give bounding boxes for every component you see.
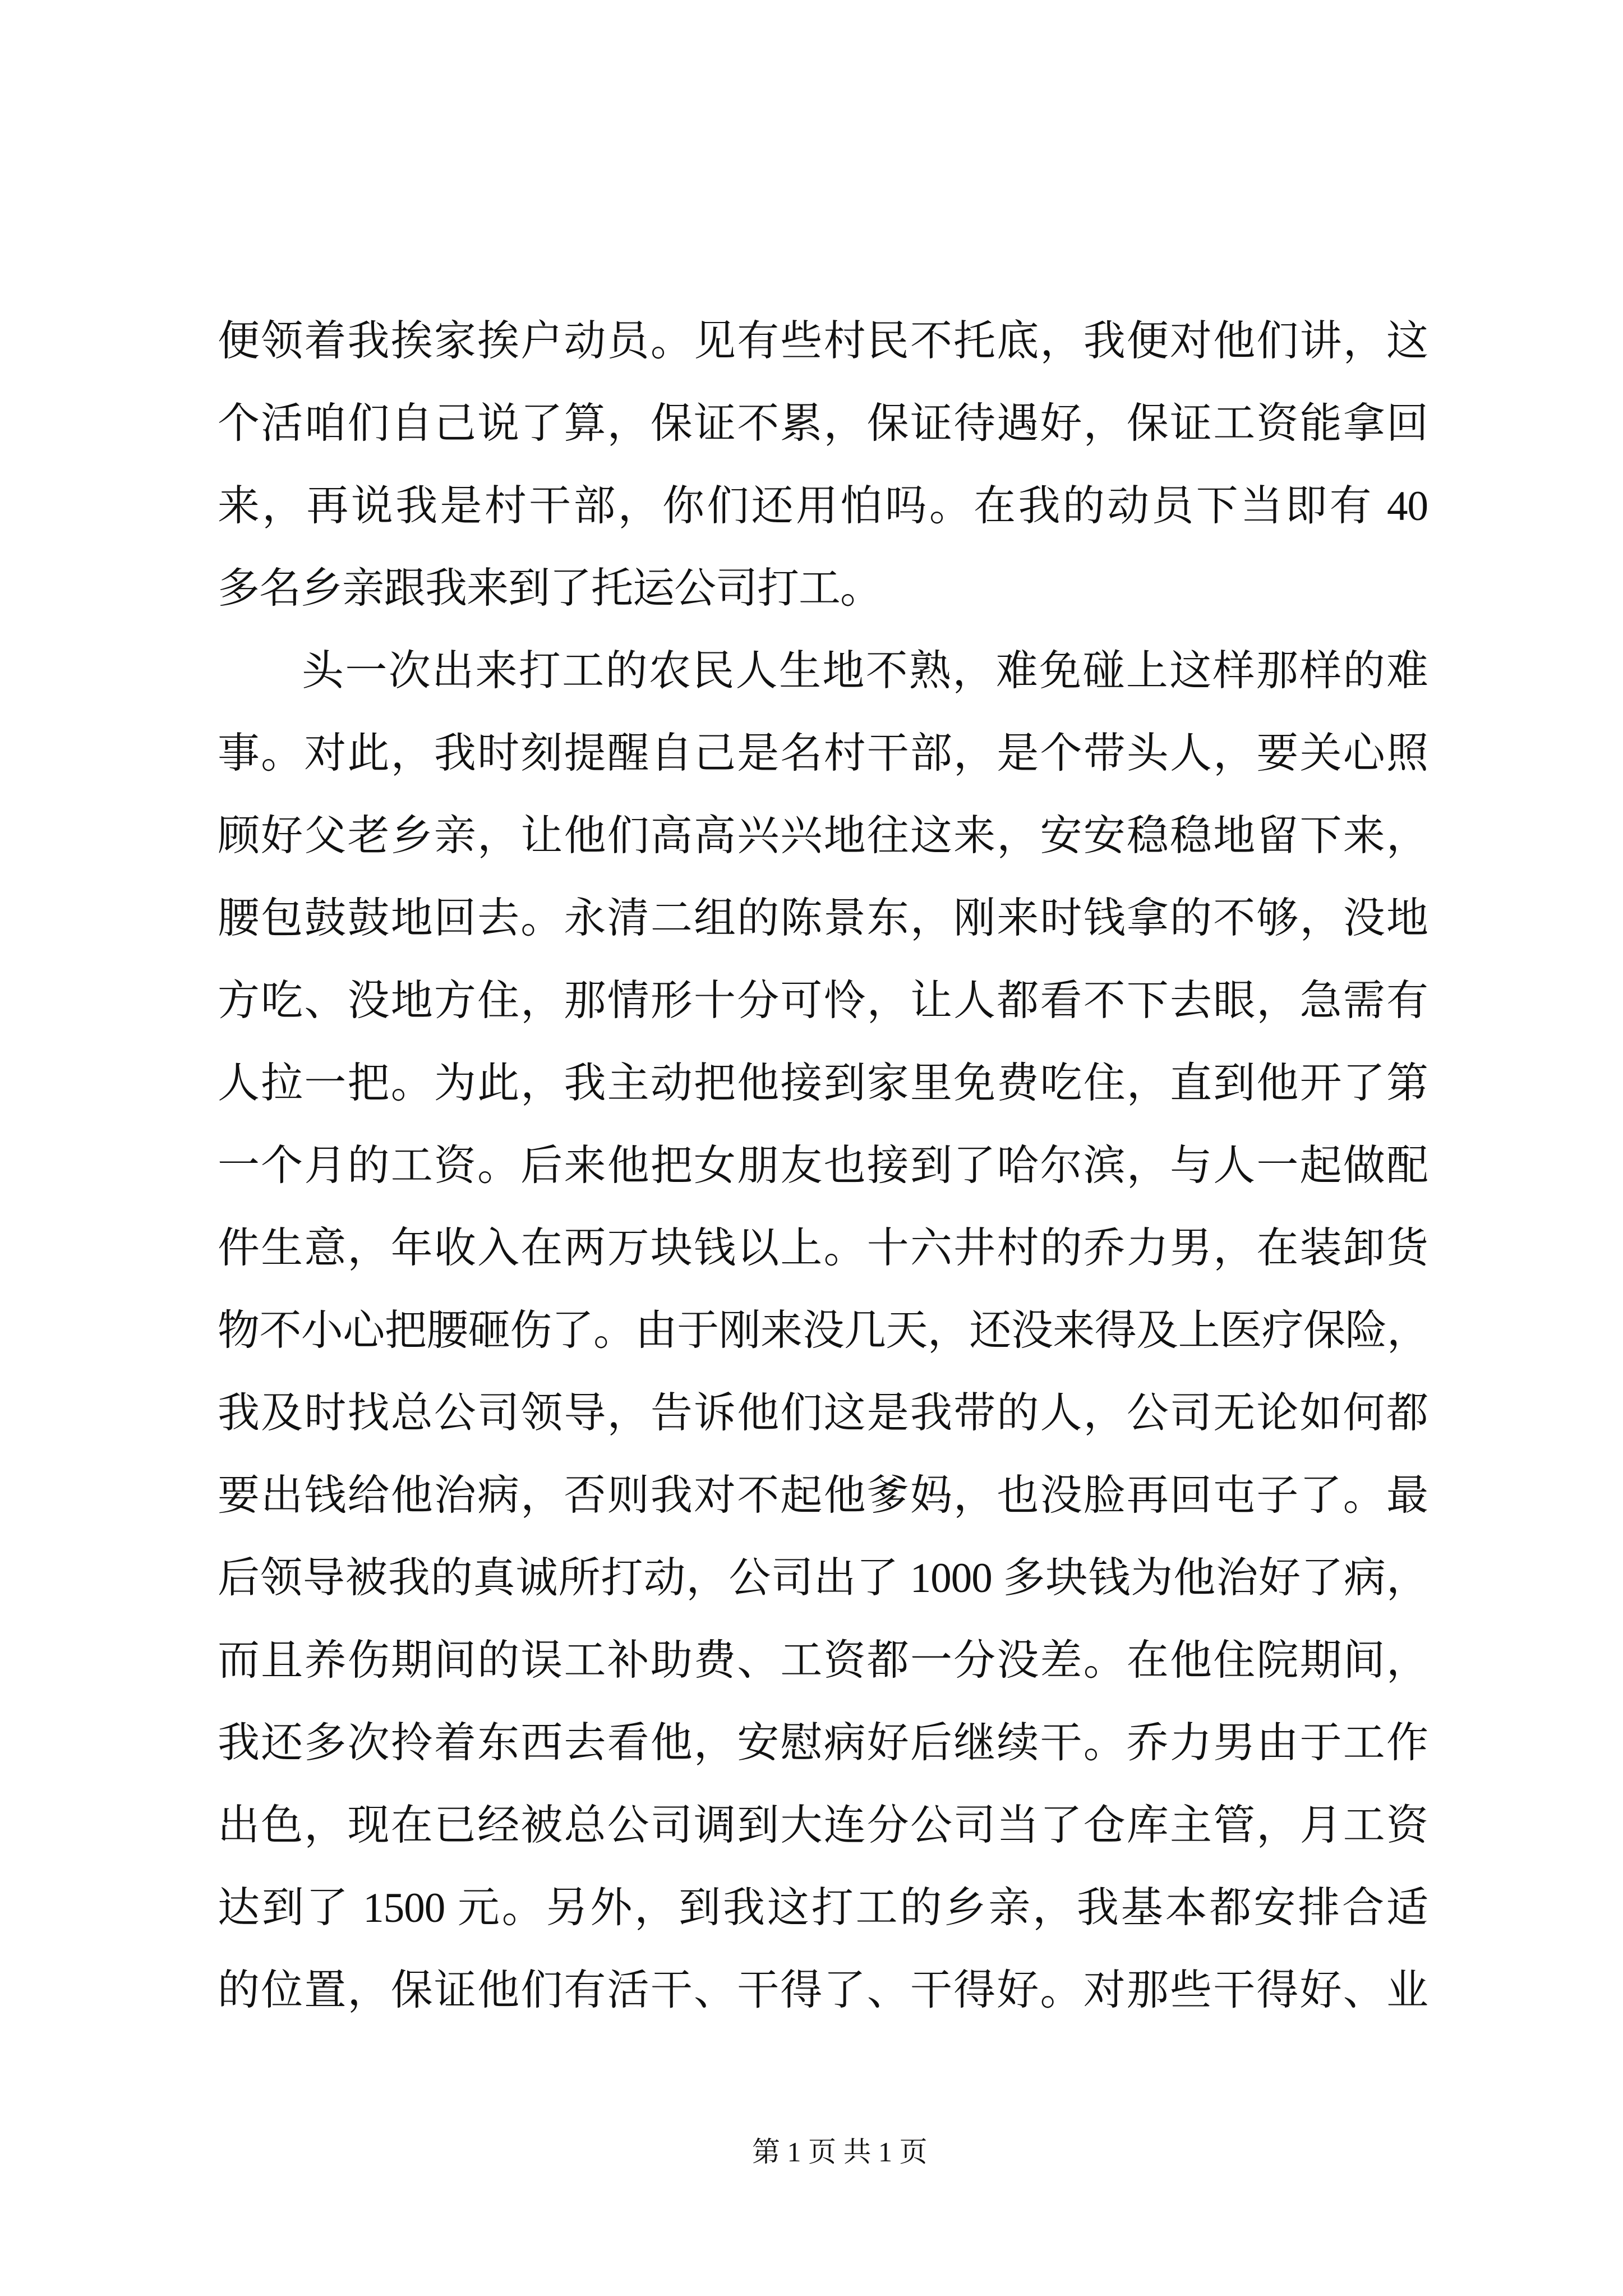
text-line: 来，再说我是村干部，你们还用怕吗。在我的动员下当即有 40 [218, 483, 1428, 530]
text-line: 我还多次拎着东西去看他，安慰病好后继续干。乔力男由于工作 [218, 1720, 1428, 1766]
text-line: 方吃、没地方住，那情形十分可怜，让人都看不下去眼，急需有 [218, 978, 1428, 1024]
text-line: 达到了 1500 元。另外，到我这打工的乡亲，我基本都安排合适 [218, 1885, 1428, 1931]
text-line: 人拉一把。为此，我主动把他接到家里免费吃住，直到他开了第 [218, 1060, 1428, 1107]
text-line: 要出钱给他治病，否则我对不起他爹妈，也没脸再回屯子了。最 [218, 1473, 1428, 1519]
text-line: 出色，现在已经被总公司调到大连分公司当了仓库主管，月工资 [218, 1802, 1428, 1849]
text-line: 便领着我挨家挨户动员。见有些村民不托底，我便对他们讲，这 [218, 318, 1428, 365]
text-line: 多名乡亲跟我来到了托运公司打工。 [218, 565, 882, 612]
text-line: 物不小心把腰砸伤了。由于刚来没几天，还没来得及上医疗保险， [218, 1308, 1428, 1354]
text-line: 后领导被我的真诚所打动，公司出了 1000 多块钱为他治好了病， [218, 1555, 1428, 1602]
text-line: 件生意，年收入在两万块钱以上。十六井村的乔力男，在装卸货 [218, 1225, 1428, 1272]
text-line: 的位置，保证他们有活干、干得了、干得好。对那些干得好、业 [218, 1967, 1428, 2014]
text-line: 个活咱们自己说了算，保证不累，保证待遇好，保证工资能拿回 [218, 401, 1428, 447]
text-line: 头一次出来打工的农民人生地不熟，难免碰上这样那样的难 [302, 648, 1428, 694]
text-line: 我及时找总公司领导，告诉他们这是我带的人，公司无论如何都 [218, 1390, 1428, 1437]
page-footer: 第 1 页 共 1 页 [752, 2136, 928, 2168]
text-line: 腰包鼓鼓地回去。永清二组的陈景东，刚来时钱拿的不够，没地 [218, 895, 1428, 942]
paragraph [218, 300, 1428, 630]
text-line: 事。对此，我时刻提醒自己是名村干部，是个带头人，要关心照 [218, 730, 1428, 777]
text-line: 一个月的工资。后来他把女朋友也接到了哈尔滨，与人一起做配 [218, 1143, 1428, 1189]
body-text [218, 300, 1428, 2032]
paragraph [218, 630, 1428, 2032]
text-line: 而且养伤期间的误工补助费、工资都一分没差。在他住院期间， [218, 1637, 1428, 1684]
text-line: 顾好父老乡亲，让他们高高兴兴地往这来，安安稳稳地留下来， [218, 813, 1428, 859]
